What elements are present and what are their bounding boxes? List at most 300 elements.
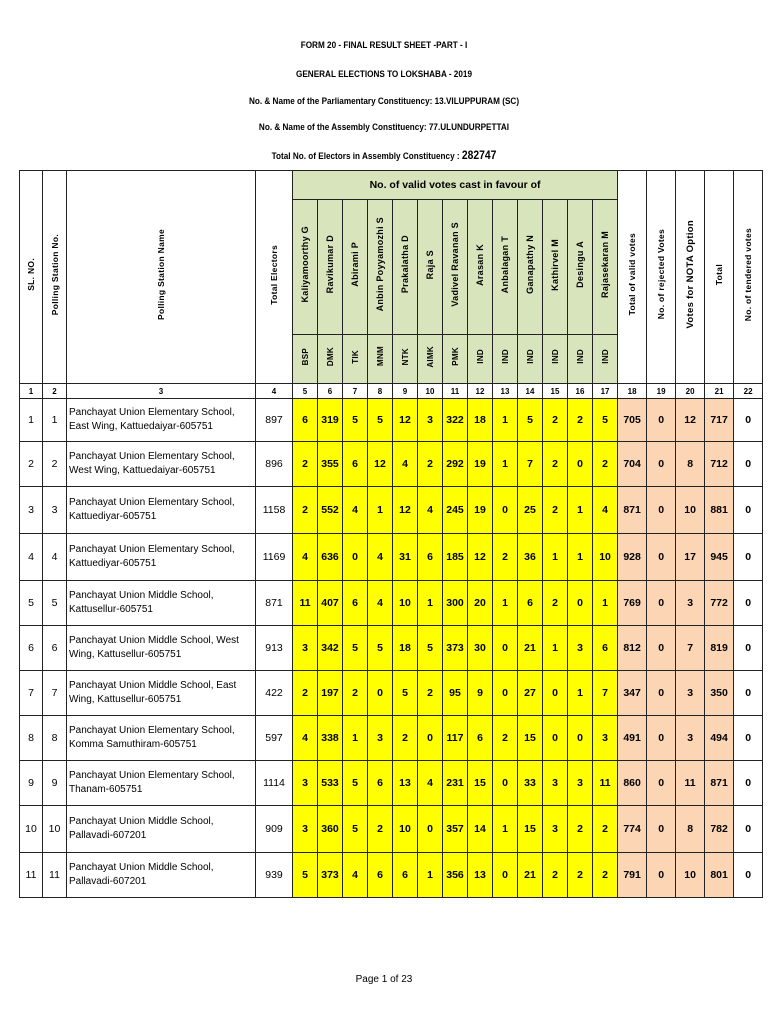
vote-cell: 0 — [368, 671, 393, 716]
vote-cell: 0 — [418, 716, 443, 761]
candidate-name-cell — [468, 200, 493, 335]
col-tendered: No. of tendered votes — [734, 171, 763, 384]
election-title: GENERAL ELECTIONS TO LOKSHABA - 2019 — [295, 69, 472, 80]
vote-cell: 1 — [493, 399, 518, 442]
vote-cell: 3 — [568, 626, 593, 671]
vote-cell: 21 — [518, 626, 543, 671]
table-row — [20, 853, 763, 898]
table-row — [20, 761, 763, 806]
vote-cell: 5 — [368, 399, 393, 442]
vote-cell: 2 — [593, 442, 618, 487]
ps-name-cell: Panchayat Union Middle School, East Wing, Kattusellur-605751 — [67, 671, 256, 716]
nota-cell: 7 — [676, 626, 705, 671]
sl-no-cell: 10 — [20, 806, 43, 853]
candidate-name: Prakalatha D — [400, 235, 410, 294]
candidate-name: Ganapathy N — [525, 235, 535, 294]
party-name: IND — [575, 349, 585, 364]
vote-cell: 4 — [393, 442, 418, 487]
vote-cell: 533 — [318, 761, 343, 806]
party-cell — [368, 335, 393, 384]
vote-cell: 11 — [593, 761, 618, 806]
vote-cell: 4 — [293, 716, 318, 761]
table-row — [20, 806, 763, 853]
header-row-column-numbers — [20, 384, 763, 399]
column-number: 8 — [368, 384, 393, 399]
vote-cell: 12 — [468, 534, 493, 581]
total-valid-cell: 928 — [618, 534, 647, 581]
ps-name-cell: Panchayat Union Elementary School, Kattuediyar-605751 — [67, 534, 256, 581]
total-electors-label: Total No. of Electors in Assembly Constituency : — [271, 151, 460, 162]
party-name: IND — [500, 349, 510, 364]
sl-no-cell: 4 — [20, 534, 43, 581]
vote-cell: 342 — [318, 626, 343, 671]
total-cell: 772 — [705, 581, 734, 626]
ps-no-cell: 1 — [43, 399, 67, 442]
vote-cell: 1 — [568, 534, 593, 581]
sl-no-cell: 6 — [20, 626, 43, 671]
column-number: 21 — [705, 384, 734, 399]
vote-cell: 5 — [343, 399, 368, 442]
table-row — [20, 626, 763, 671]
column-number: 9 — [393, 384, 418, 399]
total-cell: 819 — [705, 626, 734, 671]
candidate-name: Kathirvel M — [550, 238, 560, 291]
total-cell: 717 — [705, 399, 734, 442]
total-electors-line — [54, 148, 714, 162]
vote-cell: 31 — [393, 534, 418, 581]
vote-cell: 20 — [468, 581, 493, 626]
vote-cell: 1 — [493, 806, 518, 853]
column-number: 16 — [568, 384, 593, 399]
vote-cell: 33 — [518, 761, 543, 806]
vote-cell: 30 — [468, 626, 493, 671]
nota-cell: 3 — [676, 671, 705, 716]
table-row — [20, 671, 763, 716]
col-rejected: No. of rejected Votes — [647, 171, 676, 384]
vote-cell: 1 — [568, 671, 593, 716]
party-name: IND — [475, 349, 485, 364]
total-electors-value: 282747 — [461, 148, 497, 162]
vote-cell: 0 — [568, 442, 593, 487]
electors-cell: 422 — [256, 671, 293, 716]
ps-name-cell: Panchayat Union Elementary School, East Wing, Kattuedaiyar-605751 — [67, 399, 256, 442]
total-cell: 712 — [705, 442, 734, 487]
vote-cell: 319 — [318, 399, 343, 442]
vote-cell: 19 — [468, 487, 493, 534]
nota-cell: 10 — [676, 853, 705, 898]
vote-cell: 552 — [318, 487, 343, 534]
total-cell: 782 — [705, 806, 734, 853]
column-number: 15 — [543, 384, 568, 399]
tendered-cell: 0 — [734, 487, 763, 534]
party-name: IND — [550, 349, 560, 364]
rejected-cell: 0 — [647, 761, 676, 806]
vote-cell: 357 — [443, 806, 468, 853]
electors-cell: 909 — [256, 806, 293, 853]
electors-cell: 597 — [256, 716, 293, 761]
tendered-cell: 0 — [734, 442, 763, 487]
vote-cell: 2 — [543, 853, 568, 898]
vote-cell: 3 — [543, 761, 568, 806]
tendered-cell: 0 — [734, 534, 763, 581]
candidate-name: Rajasekaran M — [600, 231, 611, 298]
column-number: 7 — [343, 384, 368, 399]
vote-cell: 0 — [543, 716, 568, 761]
vote-cell: 13 — [393, 761, 418, 806]
vote-cell: 1 — [543, 626, 568, 671]
vote-cell: 117 — [443, 716, 468, 761]
ps-no-cell: 7 — [43, 671, 67, 716]
rejected-cell: 0 — [647, 581, 676, 626]
vote-cell: 0 — [493, 487, 518, 534]
vote-cell: 1 — [493, 581, 518, 626]
party-name: IND — [600, 349, 610, 364]
vote-cell: 95 — [443, 671, 468, 716]
vote-cell: 0 — [493, 761, 518, 806]
sl-no-cell: 3 — [20, 487, 43, 534]
parliamentary-constituency: No. & Name of the Parliamentary Constituency: 13.VILUPPURAM (SC) — [248, 96, 520, 107]
vote-cell: 5 — [418, 626, 443, 671]
vote-cell: 7 — [518, 442, 543, 487]
electors-cell: 871 — [256, 581, 293, 626]
vote-cell: 4 — [368, 581, 393, 626]
vote-cell: 4 — [343, 487, 368, 534]
total-valid-cell: 860 — [618, 761, 647, 806]
vote-cell: 2 — [293, 487, 318, 534]
candidate-name-cell — [368, 200, 393, 335]
tendered-cell: 0 — [734, 581, 763, 626]
party-cell — [543, 335, 568, 384]
vote-cell: 18 — [468, 399, 493, 442]
rejected-cell: 0 — [647, 716, 676, 761]
vote-cell: 6 — [393, 853, 418, 898]
electors-cell: 1114 — [256, 761, 293, 806]
vote-cell: 2 — [293, 671, 318, 716]
ps-no-cell: 6 — [43, 626, 67, 671]
candidate-name: Arasan K — [475, 243, 485, 286]
vote-cell: 12 — [393, 399, 418, 442]
vote-cell: 373 — [443, 626, 468, 671]
tendered-cell: 0 — [734, 399, 763, 442]
column-number: 14 — [518, 384, 543, 399]
rejected-cell: 0 — [647, 442, 676, 487]
vote-cell: 4 — [368, 534, 393, 581]
vote-cell: 6 — [293, 399, 318, 442]
total-cell: 350 — [705, 671, 734, 716]
vote-cell: 2 — [543, 581, 568, 626]
ps-name-cell: Panchayat Union Middle School, Pallavadi-607201 — [67, 853, 256, 898]
candidate-name-cell — [518, 200, 543, 335]
ps-no-cell: 10 — [43, 806, 67, 853]
candidate-name: Ravikumar D — [325, 235, 335, 294]
total-valid-cell: 774 — [618, 806, 647, 853]
vote-cell: 3 — [418, 399, 443, 442]
vote-cell: 360 — [318, 806, 343, 853]
column-number: 13 — [493, 384, 518, 399]
vote-cell: 636 — [318, 534, 343, 581]
vote-cell: 0 — [493, 853, 518, 898]
sl-no-cell: 2 — [20, 442, 43, 487]
electors-cell: 896 — [256, 442, 293, 487]
total-cell: 945 — [705, 534, 734, 581]
vote-cell: 14 — [468, 806, 493, 853]
electors-cell: 913 — [256, 626, 293, 671]
sl-no-cell: 8 — [20, 716, 43, 761]
rejected-cell: 0 — [647, 853, 676, 898]
party-cell — [293, 335, 318, 384]
nota-cell: 17 — [676, 534, 705, 581]
vote-cell: 355 — [318, 442, 343, 487]
vote-cell: 5 — [518, 399, 543, 442]
vote-cell: 2 — [593, 806, 618, 853]
vote-cell: 5 — [343, 761, 368, 806]
vote-cell: 0 — [568, 581, 593, 626]
column-number: 11 — [443, 384, 468, 399]
vote-cell: 2 — [493, 534, 518, 581]
vote-cell: 9 — [468, 671, 493, 716]
vote-cell: 15 — [468, 761, 493, 806]
party-cell — [393, 335, 418, 384]
vote-cell: 11 — [293, 581, 318, 626]
ps-no-cell: 8 — [43, 716, 67, 761]
vote-cell: 0 — [343, 534, 368, 581]
vote-cell: 27 — [518, 671, 543, 716]
col-total-valid: Total of valid votes — [618, 171, 647, 384]
rejected-cell: 0 — [647, 487, 676, 534]
ps-no-cell: 2 — [43, 442, 67, 487]
vote-cell: 10 — [593, 534, 618, 581]
vote-cell: 6 — [468, 716, 493, 761]
rejected-cell: 0 — [647, 534, 676, 581]
vote-cell: 373 — [318, 853, 343, 898]
ps-no-cell: 9 — [43, 761, 67, 806]
column-number: 19 — [647, 384, 676, 399]
party-name: TIK — [350, 349, 360, 364]
nota-cell: 12 — [676, 399, 705, 442]
total-valid-cell: 491 — [618, 716, 647, 761]
vote-cell: 21 — [518, 853, 543, 898]
vote-cell: 5 — [343, 626, 368, 671]
ps-name-cell: Panchayat Union Elementary School, Komma Samuthiram-605751 — [67, 716, 256, 761]
col-ps-no: Polling Station No. — [43, 171, 67, 384]
vote-cell: 1 — [418, 581, 443, 626]
vote-cell: 1 — [368, 487, 393, 534]
rejected-cell: 0 — [647, 399, 676, 442]
table-row — [20, 581, 763, 626]
party-name: IND — [525, 349, 535, 364]
vote-cell: 5 — [593, 399, 618, 442]
ps-name-cell: Panchayat Union Middle School, Pallavadi-607201 — [67, 806, 256, 853]
rejected-cell: 0 — [647, 626, 676, 671]
vote-cell: 10 — [393, 581, 418, 626]
candidate-name: Anbalagan T — [500, 235, 510, 294]
vote-cell: 15 — [518, 716, 543, 761]
vote-cell: 5 — [393, 671, 418, 716]
column-number: 5 — [293, 384, 318, 399]
rejected-cell: 0 — [647, 806, 676, 853]
candidate-name: Vadivel Ravanan S — [450, 222, 460, 307]
form-title: FORM 20 - FINAL RESULT SHEET -PART - I — [300, 40, 468, 51]
candidate-name: Raja S — [425, 249, 435, 280]
candidate-name-cell — [393, 200, 418, 335]
candidate-name-cell — [418, 200, 443, 335]
vote-cell: 15 — [518, 806, 543, 853]
ps-name-cell: Panchayat Union Elementary School, West Wing, Kattuedaiyar-605751 — [67, 442, 256, 487]
vote-cell: 0 — [493, 671, 518, 716]
nota-cell: 3 — [676, 581, 705, 626]
column-number: 1 — [20, 384, 43, 399]
vote-cell: 1 — [568, 487, 593, 534]
vote-cell: 1 — [493, 442, 518, 487]
vote-cell: 3 — [293, 761, 318, 806]
nota-cell: 8 — [676, 806, 705, 853]
candidate-name-cell — [568, 200, 593, 335]
electors-cell: 897 — [256, 399, 293, 442]
candidate-name-cell — [543, 200, 568, 335]
total-valid-cell: 347 — [618, 671, 647, 716]
table-row — [20, 399, 763, 442]
col-sl-no: SL. NO. — [20, 171, 43, 384]
tendered-cell: 0 — [734, 853, 763, 898]
party-name: MNM — [375, 346, 385, 367]
column-number: 10 — [418, 384, 443, 399]
vote-cell: 2 — [543, 399, 568, 442]
total-cell: 801 — [705, 853, 734, 898]
vote-cell: 4 — [593, 487, 618, 534]
vote-cell: 12 — [368, 442, 393, 487]
candidate-name: Anbin Poyyamozhi S — [375, 217, 385, 312]
ps-name-cell: Panchayat Union Elementary School, Thanam-605751 — [67, 761, 256, 806]
vote-cell: 2 — [493, 716, 518, 761]
vote-cell: 6 — [368, 853, 393, 898]
total-cell: 881 — [705, 487, 734, 534]
col-valid-votes-group: No. of valid votes cast in favour of — [293, 171, 618, 200]
column-number: 12 — [468, 384, 493, 399]
vote-cell: 6 — [343, 442, 368, 487]
vote-cell: 356 — [443, 853, 468, 898]
sl-no-cell: 9 — [20, 761, 43, 806]
vote-cell: 2 — [568, 399, 593, 442]
rejected-cell: 0 — [647, 671, 676, 716]
party-cell — [318, 335, 343, 384]
vote-cell: 185 — [443, 534, 468, 581]
party-name: DMK — [325, 346, 335, 367]
vote-cell: 0 — [493, 626, 518, 671]
party-name: BSP — [300, 347, 310, 366]
page-footer: Page 1 of 23 — [355, 974, 413, 985]
total-valid-cell: 704 — [618, 442, 647, 487]
party-name: NTK — [400, 347, 410, 366]
column-number: 20 — [676, 384, 705, 399]
nota-cell: 3 — [676, 716, 705, 761]
vote-cell: 231 — [443, 761, 468, 806]
ps-no-cell: 3 — [43, 487, 67, 534]
candidate-name-cell — [443, 200, 468, 335]
candidate-name-cell — [318, 200, 343, 335]
vote-cell: 0 — [543, 671, 568, 716]
candidate-name: Kaliyamoorthy G — [300, 226, 310, 303]
vote-cell: 0 — [418, 806, 443, 853]
vote-cell: 300 — [443, 581, 468, 626]
column-number: 2 — [43, 384, 67, 399]
header-row-group — [20, 171, 763, 200]
table-row — [20, 487, 763, 534]
vote-cell: 0 — [568, 716, 593, 761]
party-cell — [493, 335, 518, 384]
column-number: 18 — [618, 384, 647, 399]
vote-cell: 3 — [568, 761, 593, 806]
candidate-name-cell — [343, 200, 368, 335]
party-name: AIMK — [425, 345, 435, 368]
tendered-cell: 0 — [734, 671, 763, 716]
ps-no-cell: 11 — [43, 853, 67, 898]
total-valid-cell: 812 — [618, 626, 647, 671]
vote-cell: 3 — [293, 626, 318, 671]
vote-cell: 4 — [343, 853, 368, 898]
column-number: 4 — [256, 384, 293, 399]
party-cell — [568, 335, 593, 384]
vote-cell: 6 — [593, 626, 618, 671]
vote-cell: 3 — [368, 716, 393, 761]
vote-cell: 245 — [443, 487, 468, 534]
candidate-name: Abirami P — [350, 242, 360, 287]
vote-cell: 1 — [343, 716, 368, 761]
vote-cell: 2 — [568, 806, 593, 853]
vote-cell: 3 — [593, 716, 618, 761]
nota-cell: 10 — [676, 487, 705, 534]
vote-cell: 1 — [543, 534, 568, 581]
sl-no-cell: 1 — [20, 399, 43, 442]
electors-cell: 1169 — [256, 534, 293, 581]
candidate-name-cell — [593, 200, 618, 335]
sl-no-cell: 5 — [20, 581, 43, 626]
vote-cell: 25 — [518, 487, 543, 534]
vote-cell: 1 — [418, 853, 443, 898]
ps-no-cell: 5 — [43, 581, 67, 626]
vote-cell: 3 — [293, 806, 318, 853]
vote-cell: 338 — [318, 716, 343, 761]
vote-cell: 6 — [518, 581, 543, 626]
vote-cell: 2 — [418, 671, 443, 716]
vote-cell: 18 — [393, 626, 418, 671]
nota-cell: 11 — [676, 761, 705, 806]
vote-cell: 3 — [543, 806, 568, 853]
col-ps-name: Polling Station Name — [67, 171, 256, 384]
vote-cell: 10 — [393, 806, 418, 853]
candidate-name-cell — [293, 200, 318, 335]
tendered-cell: 0 — [734, 716, 763, 761]
total-valid-cell: 791 — [618, 853, 647, 898]
total-cell: 871 — [705, 761, 734, 806]
col-total: Total — [705, 171, 734, 384]
tendered-cell: 0 — [734, 626, 763, 671]
col-total-electors: Total Electors — [256, 171, 293, 384]
ps-name-cell: Panchayat Union Middle School, Kattusellur-605751 — [67, 581, 256, 626]
vote-cell: 2 — [293, 442, 318, 487]
table-row — [20, 534, 763, 581]
party-cell — [443, 335, 468, 384]
vote-cell: 1 — [593, 581, 618, 626]
vote-cell: 2 — [543, 487, 568, 534]
vote-cell: 407 — [318, 581, 343, 626]
total-valid-cell: 871 — [618, 487, 647, 534]
vote-cell: 2 — [568, 853, 593, 898]
candidate-name-cell — [493, 200, 518, 335]
vote-cell: 2 — [543, 442, 568, 487]
table-row — [20, 442, 763, 487]
vote-cell: 19 — [468, 442, 493, 487]
vote-cell: 5 — [343, 806, 368, 853]
